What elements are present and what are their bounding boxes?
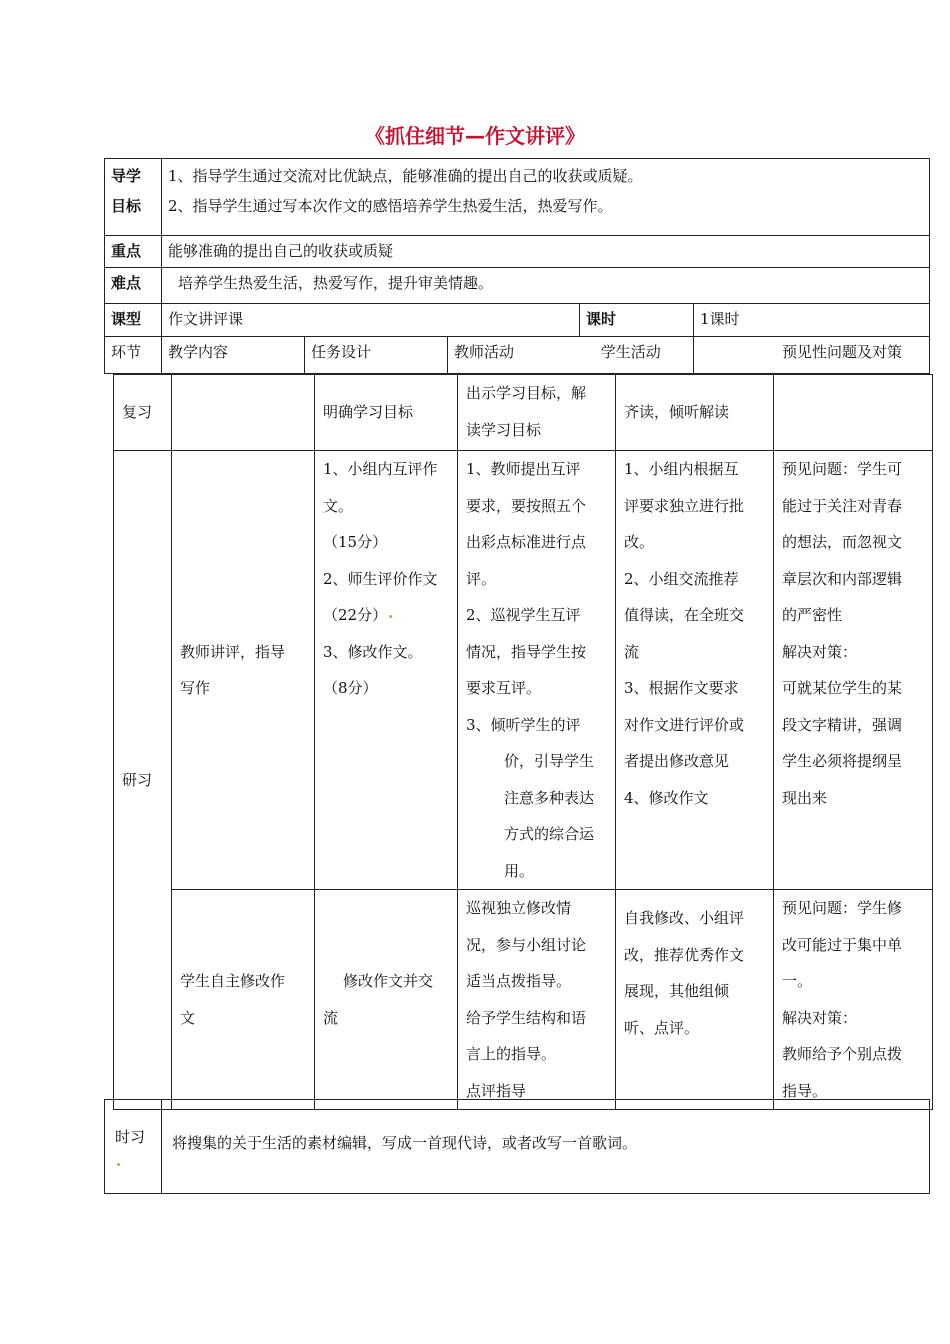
study-stage: 研习: [114, 451, 172, 1110]
review-task: 明确学习目标: [315, 375, 458, 451]
column-header-row: [105, 337, 930, 374]
practice-table: [104, 1099, 930, 1194]
lesson-steps-table: [113, 374, 933, 1110]
goal-item-2: 2、指导学生通过写本次作文的感悟培养学生热爱生活，热爱写作。: [168, 197, 613, 215]
period-label: 课时: [580, 304, 694, 337]
key-point-row: [105, 236, 930, 268]
study-teacher-1: 1、教师提出互评 要求，要按照五个 出彩点标准进行点 评。 2、巡视学生互评 情况，指导学生按 要求互评。 3、倾听学生的评 价，引导学生 注意多种表达 方式的综合运 用。: [458, 451, 616, 890]
lesson-type-label: 课型: [105, 304, 162, 337]
period-value: 1课时: [694, 304, 930, 337]
study-issues-1: 预见问题：学生可 能过于关注对青春 的想法，而忽视文 章层次和内部逻辑 的严密性 解决对策： 可就某位学生的某 段文字精讲，强调 学生必须将提纲呈 现出来: [774, 451, 933, 890]
marker-dot: [389, 615, 392, 618]
goals-content: [162, 159, 930, 236]
key-point-label: 重点: [105, 236, 162, 268]
review-student: 齐读，倾听解读: [616, 375, 774, 451]
key-point-value: 能够准确的提出自己的收获或质疑: [162, 236, 930, 268]
goal-item-1: 1、指导学生通过交流对比优缺点，能够准确的提出自己的收获或质疑。: [168, 167, 643, 185]
study-content-2: 学生自主修改作 文: [172, 890, 315, 1110]
marker-dot: [117, 1163, 120, 1166]
difficulty-value: 培养学生热爱生活，热爱写作，提升审美情趣。: [162, 268, 930, 304]
goals-row: [105, 159, 930, 236]
document-title: 《抓住细节—作文讲评》: [365, 124, 585, 148]
study-issues-2: 预见问题：学生修 改可能过于集中单 一。 解决对策： 教师给予个别点拨 指导。: [774, 890, 933, 1110]
review-teacher: 出示学习目标，解 读学习目标: [458, 375, 616, 451]
lesson-type-value: 作文讲评课: [162, 304, 580, 337]
column-header: 任务设计: [305, 337, 448, 374]
goals-label: 导学 目标: [105, 159, 162, 236]
study-teacher-2: 巡视独立修改情 况，参与小组讨论 适当点拨指导。 给予学生结构和语 言上的指导。 点评指导: [458, 890, 616, 1110]
review-stage: 复习: [114, 375, 172, 451]
review-issues: [774, 375, 933, 451]
column-header: 教师活动 学生活动: [448, 337, 694, 374]
practice-row: [105, 1100, 930, 1194]
review-row: [114, 375, 933, 451]
study-student-1: 1、小组内根据互 评要求独立进行批 改。 2、小组交流推荐 值得读，在全班交 流 3、根据作文要求 对作文进行评价或 者提出修改意见 4、修改作文: [616, 451, 774, 890]
lesson-info-table: [104, 158, 930, 374]
study-task-2: 修改作文并交 流: [315, 890, 458, 1110]
review-content: [172, 375, 315, 451]
study-row-2: [114, 890, 933, 1110]
study-row-1: [114, 451, 933, 890]
column-header: 教学内容: [162, 337, 305, 374]
practice-value: 将搜集的关于生活的素材编辑，写成一首现代诗，或者改写一首歌词。: [162, 1100, 930, 1194]
difficulty-label: 难点: [105, 268, 162, 304]
difficulty-row: [105, 268, 930, 304]
study-content-1: 教师讲评，指导 写作: [172, 451, 315, 890]
column-header: 预见性问题及对策: [694, 337, 930, 374]
column-header: 环节: [105, 337, 162, 374]
study-task-1: 1、小组内互评作 文。 （15分） 2、师生评价作文 （22分） 3、修改作文。 （8分）: [315, 451, 458, 890]
study-student-2: 自我修改、小组评 改，推荐优秀作文 展现，其他组倾 听、点评。: [616, 890, 774, 1110]
lesson-type-row: [105, 304, 930, 337]
practice-stage: 时习: [105, 1100, 162, 1194]
